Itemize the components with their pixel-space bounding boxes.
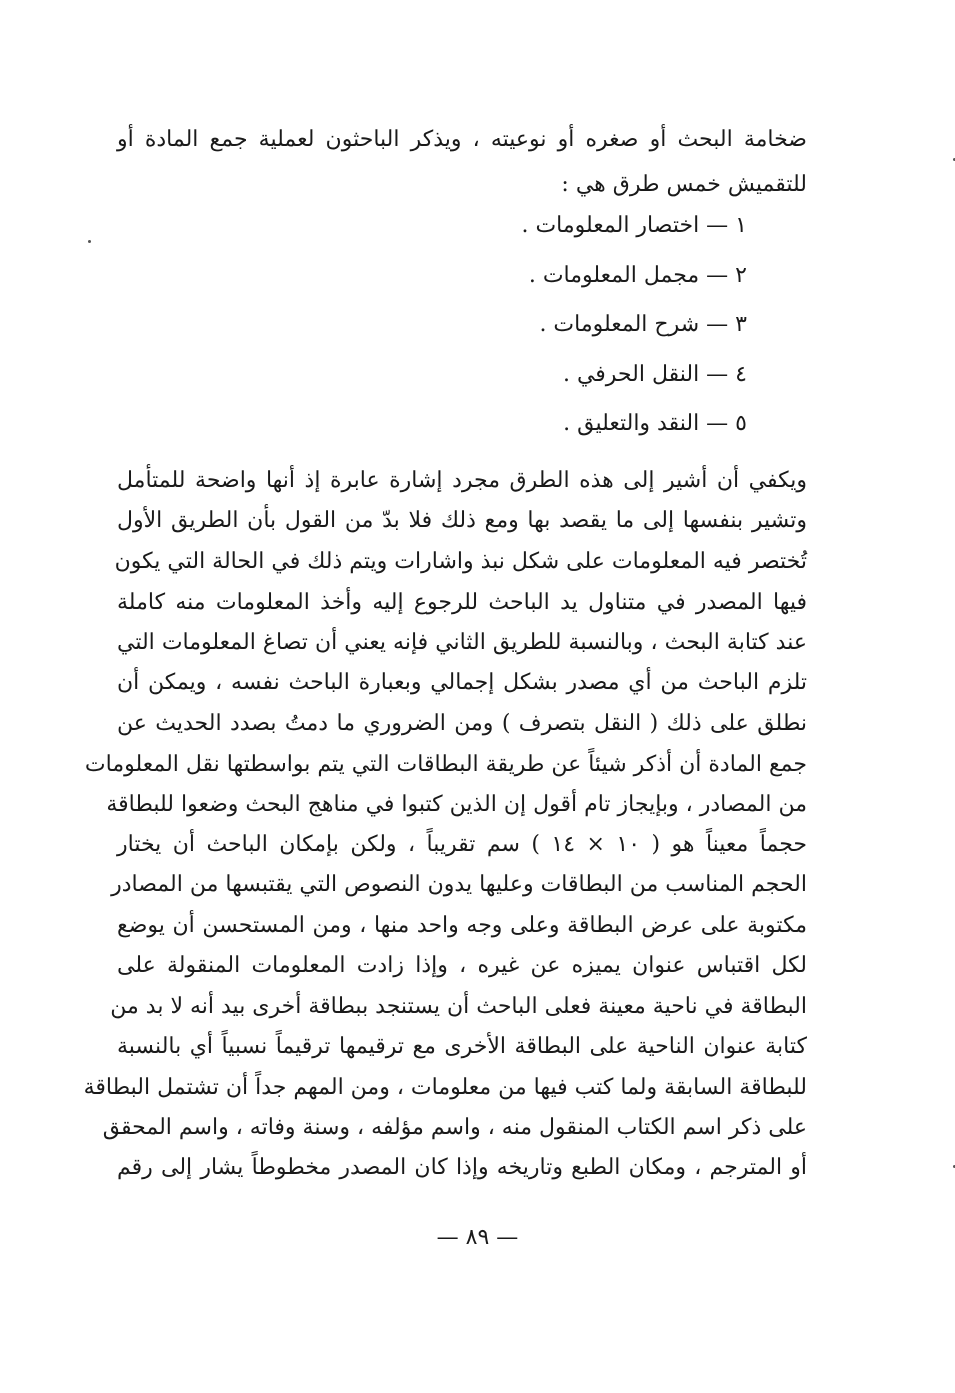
body-line-13: لكل اقتباس عنوان يميزه عن غيره ، وإذا زادت المعلومات المنقولة على (117, 953, 807, 978)
body-line-15: كتابة عنوان الناحية على البطاقة الأخرى مع ترقيمها ترقيماً نسبياً أي بالنسبة (117, 1034, 807, 1059)
body-line-16: للبطاقة السابقة ولما كتب فيها من معلومات ، ومن المهم جداً أن تشتمل البطاقة (83, 1075, 807, 1100)
intro-line-2: للتقميش خمس طرق هي : (561, 172, 807, 197)
body-line-4: فيها المصدر في متناول يد الباحث للرجوع إليه وأخذ المعلومات منه كاملة (117, 590, 807, 615)
body-line-12: مكتوبة على عرض البطاقة وعلى وجه واحد منها ، ومن المستحسن أن يوضع (117, 913, 807, 938)
body-line-11: الحجم المناسب من البطاقات وعليها يدون النصوص التي يقتبسها من المصادر (111, 872, 807, 897)
body-line-3: تُختصر فيه المعلومات على شكل نبذ واشارات ويتم ذلك في الحالة التي يكون (114, 549, 807, 574)
body-line-10: حجماً معيناً هو ( ١٠ × ١٤ ) سم تقريباً ، ولكن بإمكان الباحث أن يختار (117, 832, 807, 857)
body-line-5: عند كتابة البحث ، وبالنسبة للطريق الثاني فإنه يعني أن تصاغ المعلومات التي (117, 630, 807, 655)
method-item-5: ٥ — النقد والتعليق . (563, 411, 747, 436)
body-line-14: البطاقة في ناحية معينة فعلى الباحث أن يستنجد ببطاقة أخرى بيد أنه لا بد من (110, 994, 807, 1019)
method-item-1: ١ — اختصار المعلومات . (521, 213, 747, 238)
body-line-7: نطلق على ذلك ( النقل بتصرف ) ومن الضروري ما دمتُ بصدد الحديث عن (117, 711, 807, 736)
body-line-6: تلزم الباحث من أي مصدر بشكل إجمالي وبعبارة الباحث نفسه ، ويمكن أن (117, 670, 807, 695)
body-line-18: أو المترجم ، ومكان الطبع وتاريخه وإذا كان المصدر مخطوطاً يشار إلى رقم (117, 1155, 807, 1180)
page-number: — ٨٩ — (436, 1225, 519, 1250)
method-item-4: ٤ — النقل الحرفي . (562, 362, 747, 387)
body-line-9: من المصادر ، وبإيجاز تام أقول إن الذين كتبوا في مناهج البحث وضعوا للبطاقة (106, 792, 807, 817)
intro-line-1: ضخامة البحث أو صغره أو نوعيته ، ويذكر الباحثون لعملية جمع المادة أو (117, 127, 807, 152)
body-line-17: على ذكر اسم الكتاب المنقول منه ، واسم مؤلفه ، وسنة وفاته ، واسم المحقق (102, 1115, 807, 1140)
body-line-1: ويكفي أن أشير إلى هذه الطرق مجرد إشارة عابرة إذ أنها واضحة للمتأمل (117, 468, 807, 493)
body-line-8: جمع المادة أن أذكر شيئاً عن طريقة البطاقات التي يتم بواسطتها نقل المعلومات (84, 752, 807, 777)
method-item-3: ٣ — شرح المعلومات . (539, 312, 747, 337)
scan-speck (88, 240, 91, 243)
body-line-2: وتشير بنفسها إلى ما يقصد بها ومع ذلك فلا بدّ من القول بأن الطريق الأول (117, 508, 807, 533)
method-item-2: ٢ — مجمل المعلومات . (528, 263, 747, 288)
